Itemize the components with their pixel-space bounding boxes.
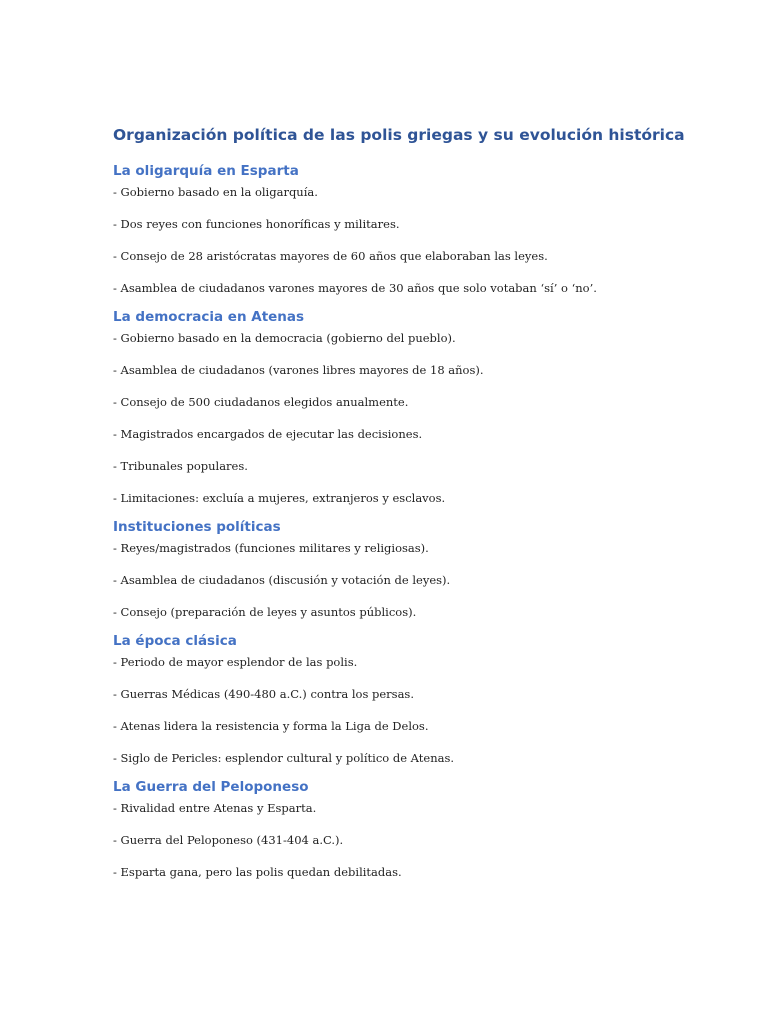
document-title: Organización política de las polis griegas y su evolución histórica [113, 126, 685, 144]
list-item: - Atenas lidera la resistencia y forma la Liga de Delos. [113, 719, 429, 733]
section-heading: La época clásica [113, 633, 237, 649]
list-item: - Tribunales populares. [113, 459, 248, 473]
section-heading: La oligarquía en Esparta [113, 163, 299, 179]
section [113, 518, 713, 620]
section-items [113, 330, 713, 506]
list-item: - Guerra del Peloponeso (431-404 a.C.). [113, 833, 344, 847]
list-item: - Siglo de Pericles: esplendor cultural y político de Atenas. [113, 751, 455, 765]
section-heading: Instituciones políticas [113, 519, 281, 535]
section-items [113, 184, 713, 296]
section [113, 162, 713, 296]
list-item: - Rivalidad entre Atenas y Esparta. [113, 801, 317, 815]
sections-container [113, 162, 713, 880]
list-item: - Consejo (preparación de leyes y asuntos públicos). [113, 605, 417, 619]
list-item: - Guerras Médicas (490-480 a.C.) contra los persas. [113, 687, 414, 701]
list-item: - Consejo de 28 aristócratas mayores de 60 años que elaboraban las leyes. [113, 249, 548, 263]
section-items [113, 654, 713, 766]
section-heading: La democracia en Atenas [113, 309, 305, 325]
list-item: - Gobierno basado en la democracia (gobierno del pueblo). [113, 331, 456, 345]
list-item: - Asamblea de ciudadanos (varones libres mayores de 18 años). [113, 363, 484, 377]
section-items [113, 800, 713, 880]
list-item: - Asamblea de ciudadanos varones mayores de 30 años que solo votaban ‘sí’ o ‘no’. [113, 281, 597, 295]
list-item: - Gobierno basado en la oligarquía. [113, 185, 318, 199]
list-item: - Asamblea de ciudadanos (discusión y votación de leyes). [113, 573, 451, 587]
list-item: - Dos reyes con funciones honoríficas y militares. [113, 217, 400, 231]
list-item: - Reyes/magistrados (funciones militares y religiosas). [113, 541, 429, 555]
list-item: - Limitaciones: excluía a mujeres, extranjeros y esclavos. [113, 491, 446, 505]
section [113, 308, 713, 506]
list-item: - Periodo de mayor esplendor de las polis. [113, 655, 358, 669]
section-items [113, 540, 713, 620]
list-item: - Magistrados encargados de ejecutar las decisiones. [113, 427, 423, 441]
document-content [113, 124, 713, 892]
list-item: - Consejo de 500 ciudadanos elegidos anualmente. [113, 395, 409, 409]
section [113, 778, 713, 880]
section [113, 632, 713, 766]
list-item: - Esparta gana, pero las polis quedan debilitadas. [113, 865, 402, 879]
section-heading: La Guerra del Peloponeso [113, 779, 309, 795]
